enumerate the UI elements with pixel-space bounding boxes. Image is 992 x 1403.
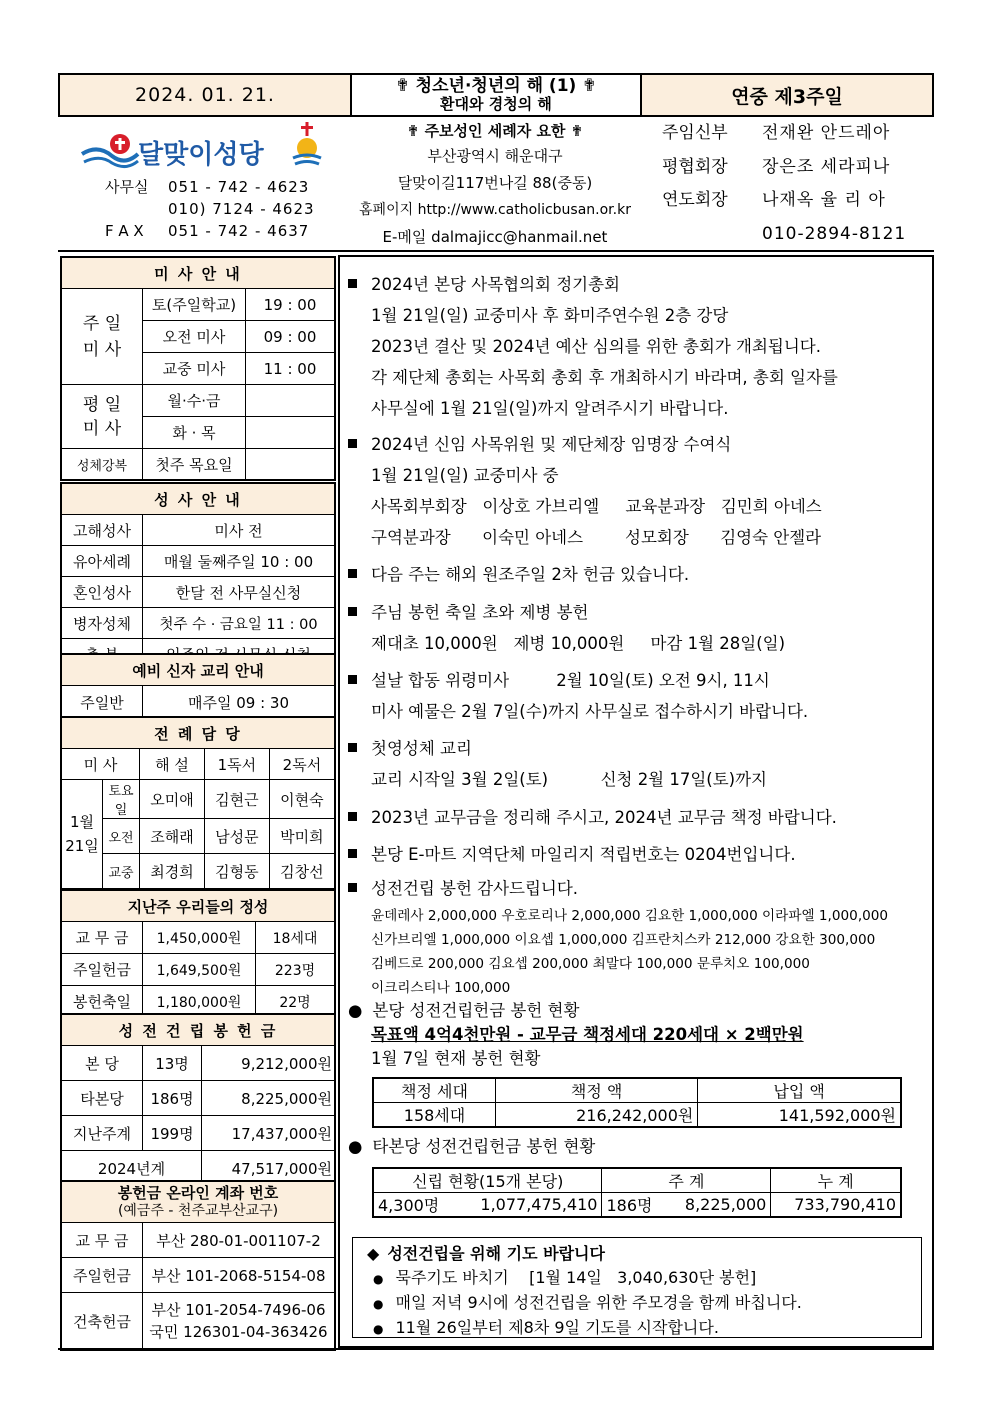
bullet-icon xyxy=(348,883,357,892)
account-number[interactable]: 부산 101-2068-5154-08 xyxy=(143,1258,336,1293)
donor-line: 신가브리엘 1,000,000 이요셉 1,000,000 김프란치스카 212,000 강요한 300,000 xyxy=(371,932,876,948)
adoration-label: 성체강복 xyxy=(61,449,143,481)
account-number[interactable]: 부산 280-01-001107-2 xyxy=(143,1223,336,1258)
roster-reader1: 김현근 xyxy=(204,780,269,819)
adoration-time: 첫주 목요일 xyxy=(143,449,246,481)
status-table xyxy=(372,1077,902,1128)
account-number[interactable]: 부산 101-2054-7496-06 xyxy=(151,1301,326,1319)
bullet-icon xyxy=(348,279,357,288)
sunday-label: 주 일 미 사 xyxy=(61,289,143,385)
others-cell: 1,077,475,410 xyxy=(455,1193,602,1218)
status-title: 본당 성전건립헌금 봉헌 현황 xyxy=(372,1001,580,1020)
mass-schedule xyxy=(60,256,336,481)
sacrament-label: 고해성사 xyxy=(61,515,143,546)
notice-line: 2023년 결산 및 2024년 예산 심의를 위한 총회가 개최됩니다. xyxy=(371,337,821,356)
building-count: 199명 xyxy=(143,1116,202,1151)
offering-amount: 1,649,500원 xyxy=(143,954,256,986)
building-count: 13명 xyxy=(143,1046,202,1081)
building-status xyxy=(348,999,804,1071)
mass-time: 19 : 00 xyxy=(246,289,336,321)
roster-mass: 교중 xyxy=(103,854,140,890)
notice-title: 다음 주는 해외 원조주일 2차 헌금 있습니다. xyxy=(371,565,690,584)
bullet-dot-icon: ● xyxy=(373,1272,384,1286)
notice-line: 제대초 10,000원 제병 10,000원 마감 1월 28일(일) xyxy=(371,634,786,653)
bullet-icon xyxy=(348,607,357,616)
logo xyxy=(80,128,325,173)
prayer-title: 성전건립을 위해 기도 바랍니다 xyxy=(387,1244,605,1263)
building-label: 본 당 xyxy=(61,1046,143,1081)
liturgy-roster xyxy=(60,716,336,890)
notice-line: 교리 시작일 3월 2일(토) 신청 2월 17일(토)까지 xyxy=(371,770,767,789)
divider xyxy=(58,250,934,252)
mass-title: 미 사 안 내 xyxy=(61,257,335,289)
account-holder: (예금주 - 천주교부산교구) xyxy=(117,1203,279,1219)
status-cell: 158세대 xyxy=(373,1103,495,1128)
sacrament-label: 병자성체 xyxy=(61,608,143,639)
roster-reader2: 김창선 xyxy=(269,854,335,890)
offering-label: 교 무 금 xyxy=(61,922,143,954)
notice-line: 각 제단체 총회는 사목회 총회 후 개최하시기 바라며, 총회 일자를 xyxy=(371,368,838,387)
others-header: 누 계 xyxy=(771,1168,901,1193)
offering-amount: 1,450,000원 xyxy=(143,922,256,954)
prayer-item: 매일 저녁 9시에 성전건립을 위한 주모경을 함께 바칩니다. xyxy=(395,1293,802,1312)
notice-line: 사목회부회장 이상호 가브리엘 교육분과장 김민희 아네스 xyxy=(371,497,822,516)
mass-time-label: 월·수·금 xyxy=(143,385,246,417)
prayer-item: 묵주기도 바치기 [1월 14일 3,040,630단 봉헌] xyxy=(395,1268,757,1287)
notice-item xyxy=(348,873,888,1000)
roster-commentator: 오미애 xyxy=(140,780,205,819)
mass-time-label: 오전 미사 xyxy=(143,321,246,353)
others-cell: 186명 xyxy=(602,1193,666,1218)
notice-title: 2024년 본당 사목협의회 정기총회 xyxy=(371,275,620,294)
notice-item xyxy=(348,802,837,833)
bullet-icon xyxy=(348,743,357,752)
others-cell: 4,300명 xyxy=(373,1193,455,1218)
mass-time: 11 : 00 xyxy=(246,353,336,385)
status-header: 책정 액 xyxy=(495,1078,697,1103)
address-line2: 달맞이길117번나길 88(중동) xyxy=(397,174,593,192)
notice-line: 1월 21일(일) 교중미사 후 화미주연수원 2층 강당 xyxy=(371,306,729,325)
other-parish-status xyxy=(348,1135,595,1159)
others-header: 신립 현황(15개 본당) xyxy=(373,1168,602,1193)
bullet-icon xyxy=(348,849,357,858)
status-cell: 141,592,000원 xyxy=(698,1103,901,1128)
header-bar xyxy=(58,73,934,117)
catechism-title: 예비 신자 교리 안내 xyxy=(61,654,335,686)
catechism-info xyxy=(60,653,336,720)
notice-title: 성전건립 봉헌 감사드립니다. xyxy=(371,879,579,898)
offering-amount: 1,180,000원 xyxy=(143,986,256,1019)
notice-line: 구역분과장 이숙민 아네스 성모회장 김영숙 안젤라 xyxy=(371,528,822,547)
address-line1: 부산광역시 해운대구 xyxy=(427,147,563,165)
roster-header: 해 설 xyxy=(140,749,205,780)
bullet-icon xyxy=(348,675,357,684)
status-goal: 목표액 4억4천만원 - 교무금 책정세대 220세대 × 2백만원 xyxy=(371,1025,804,1044)
building-amount: 9,212,000원 xyxy=(202,1046,336,1081)
weekday-label: 평 일 미 사 xyxy=(61,385,143,449)
account-table xyxy=(60,1180,336,1351)
bullet-dot-icon: ● xyxy=(348,1001,363,1020)
bullet-icon xyxy=(348,439,357,448)
building-year-total: 47,517,000원 xyxy=(202,1151,336,1187)
staff-role-3: 연도회장 xyxy=(662,190,728,210)
catechism-time: 매주일 09 : 30 xyxy=(143,686,336,720)
notice-line: 사무실에 1월 21일(일)까지 알려주시기 바랍니다. xyxy=(371,399,729,418)
bullet-dot-icon: ● xyxy=(373,1297,384,1311)
notice-title: 첫영성체 교리 xyxy=(371,739,472,758)
building-amount: 8,225,000원 xyxy=(202,1081,336,1116)
notice-item xyxy=(348,597,785,659)
notice-title: 주님 봉헌 축일 초와 제병 봉헌 xyxy=(371,603,589,622)
logo-text: 달맞이성당 xyxy=(138,140,264,170)
contact-phone: 010-2894-8121 xyxy=(762,224,907,244)
account-title: 봉헌금 온라인 계좌 번호 xyxy=(117,1184,279,1202)
offering-label: 봉헌축일 xyxy=(61,986,143,1019)
status-header: 책정 세대 xyxy=(373,1078,495,1103)
notice-line: 미사 예물은 2월 7일(수)까지 사무실로 접수하시기 바랍니다. xyxy=(371,702,809,721)
roster-commentator: 최경희 xyxy=(140,854,205,890)
roster-mass: 토요일 xyxy=(103,780,140,819)
offering-title: 지난주 우리들의 정성 xyxy=(61,890,335,922)
catechism-label: 주일반 xyxy=(61,686,143,720)
others-header: 주 계 xyxy=(602,1168,771,1193)
bullet-icon xyxy=(348,569,357,578)
notice-title: 2024년 신임 사목위원 및 제단체장 임명장 수여식 xyxy=(371,435,732,454)
notice-title: 2023년 교무금을 정리해 주시고, 2024년 교무금 책정 바랍니다. xyxy=(371,808,837,827)
roster-reader2: 이현숙 xyxy=(269,780,335,819)
sacrament-value: 미사 전 xyxy=(143,515,336,546)
theme-year: ✟ 청소년·청년의 해 (1) ✟ xyxy=(395,76,597,96)
theme-title xyxy=(352,75,642,115)
emblem-icon xyxy=(290,122,324,168)
office-phone: 051 - 742 - 4623 xyxy=(168,178,310,196)
notice-title: 본당 E-마트 지역단체 마일리지 적립번호는 0204번입니다. xyxy=(371,845,796,864)
prayer-item: 11월 26일부터 제8차 9일 기도를 시작합니다. xyxy=(395,1318,719,1337)
roster-commentator: 조해래 xyxy=(140,819,205,854)
building-amount: 17,437,000원 xyxy=(202,1116,336,1151)
sacrament-label: 유아세례 xyxy=(61,546,143,577)
liturgical-week: 연중 제3주일 xyxy=(642,75,932,115)
roster-reader1: 김형동 xyxy=(204,854,269,890)
mass-time xyxy=(246,385,336,417)
roster-header: 2독서 xyxy=(269,749,335,780)
roster-header: 미 사 xyxy=(61,749,140,780)
staff-name-1: 전재완 안드레아 xyxy=(762,123,891,143)
notice-item xyxy=(348,839,796,870)
mass-time-label: 토(주일학교) xyxy=(143,289,246,321)
notice-title: 설날 합동 위령미사 2월 10일(토) 오전 9시, 11시 xyxy=(371,671,770,690)
mass-time: 09 : 00 xyxy=(246,321,336,353)
office-mobile: 010) 7124 - 4623 xyxy=(168,200,315,218)
bullet-icon xyxy=(348,812,357,821)
sacrament-value: 첫주 수 · 금요일 11 : 00 xyxy=(143,608,336,639)
status-header: 납입 액 xyxy=(698,1078,901,1103)
account-number[interactable]: 국민 126301-04-363426 xyxy=(149,1323,328,1341)
email[interactable]: E-메일 dalmajicc@hanmail.net xyxy=(382,228,608,246)
staff-role-1: 주임신부 xyxy=(662,123,728,143)
mass-time-label: 화 · 목 xyxy=(143,417,246,449)
roster-date: 1월 21일 xyxy=(61,780,103,890)
fax-label: F A X xyxy=(105,222,144,240)
building-label: 지난주계 xyxy=(61,1116,143,1151)
sacrament-title: 성 사 안 내 xyxy=(61,483,335,515)
sacrament-value: 한달 전 사무실신청 xyxy=(143,577,336,608)
sacrament-info xyxy=(60,482,336,671)
bulletin-date: 2024. 01. 21. xyxy=(60,75,352,115)
mass-time xyxy=(246,417,336,449)
staff-role-2: 평협회장 xyxy=(662,157,728,177)
bullet-dot-icon: ● xyxy=(348,1137,363,1156)
notice-line: 1월 21일(일) 교중미사 중 xyxy=(371,466,559,485)
prayer-box xyxy=(352,1237,922,1338)
roster-reader2: 박미희 xyxy=(269,819,335,854)
diamond-icon: ◆ xyxy=(367,1244,380,1263)
others-table xyxy=(372,1167,902,1218)
account-label: 교 무 금 xyxy=(61,1223,143,1258)
notice-item xyxy=(348,559,689,590)
building-label: 타본당 xyxy=(61,1081,143,1116)
others-cell: 8,225,000 xyxy=(666,1193,771,1218)
mass-time-label: 교중 미사 xyxy=(143,353,246,385)
roster-mass: 오전 xyxy=(103,819,140,854)
donor-line: 김베드로 200,000 김요셉 200,000 최말다 100,000 문루치오 100,000 xyxy=(371,956,810,972)
offering-table xyxy=(60,889,336,1019)
notice-item xyxy=(348,269,838,424)
account-label: 주일헌금 xyxy=(61,1258,143,1293)
donor-line: 윤데레사 2,000,000 우호로리나 2,000,000 김요한 1,000,000 이라파엘 1,000,000 xyxy=(371,908,889,924)
bottom-border xyxy=(58,1348,934,1350)
notices-panel xyxy=(338,255,934,1348)
homepage[interactable]: 홈페이지 http://www.catholicbusan.or.kr xyxy=(359,202,631,218)
staff-name-3: 나재옥 율 리 아 xyxy=(762,190,886,210)
building-title: 성 전 건 립 봉 헌 금 xyxy=(61,1014,335,1046)
fax-number: 051 - 742 - 4637 xyxy=(168,222,310,240)
office-label: 사무실 xyxy=(105,178,149,196)
patron: ✟ 주보성인 세례자 요한 ✟ xyxy=(406,122,584,140)
status-cell: 216,242,000원 xyxy=(495,1103,697,1128)
notice-item xyxy=(348,665,808,727)
offering-count: 22명 xyxy=(256,986,336,1019)
offering-count: 223명 xyxy=(256,954,336,986)
bullet-dot-icon: ● xyxy=(373,1322,384,1336)
building-fund-table xyxy=(60,1013,336,1187)
theme-sub: 환대와 경청의 해 xyxy=(440,95,552,113)
roster-header: 1독서 xyxy=(204,749,269,780)
building-year-label: 2024년계 xyxy=(61,1151,202,1187)
sacrament-label: 혼인성사 xyxy=(61,577,143,608)
liturgy-title: 전 례 담 당 xyxy=(61,717,335,749)
offering-label: 주일헌금 xyxy=(61,954,143,986)
logo-mark-icon xyxy=(80,130,140,170)
account-label: 건축헌금 xyxy=(61,1293,143,1351)
offering-count: 18세대 xyxy=(256,922,336,954)
donor-line: 이크리스티나 100,000 xyxy=(371,980,511,996)
building-count: 186명 xyxy=(143,1081,202,1116)
sacrament-value: 매월 둘째주일 10 : 00 xyxy=(143,546,336,577)
others-cell: 733,790,410 xyxy=(771,1193,901,1218)
notice-item xyxy=(348,733,767,795)
others-title: 타본당 성전건립헌금 봉헌 현황 xyxy=(372,1137,596,1156)
notice-item xyxy=(348,429,822,553)
roster-reader1: 남성문 xyxy=(204,819,269,854)
staff-name-2: 장은조 세라피나 xyxy=(762,157,891,177)
status-asof: 1월 7일 현재 봉헌 현황 xyxy=(371,1049,541,1068)
